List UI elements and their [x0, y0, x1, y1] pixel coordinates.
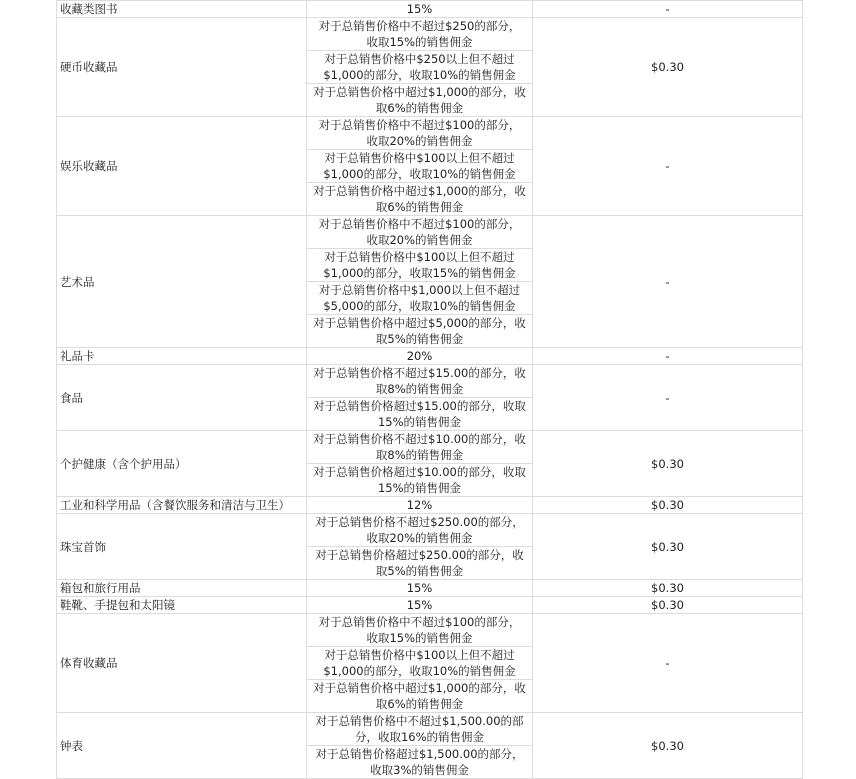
table-row [57, 365, 803, 431]
category-cell: 珠宝首饰 [57, 514, 307, 580]
rate-tier: 对于总销售价格中$250以上但不超过$1,000的部分，收取10%的销售佣金 [307, 51, 532, 84]
rate-tier: 对于总销售价格中$1,000以上但不超过$5,000的部分，收取10%的销售佣金 [307, 282, 532, 315]
table-row [57, 597, 803, 614]
category-cell: 收藏类图书 [57, 1, 307, 18]
category-cell: 礼品卡 [57, 348, 307, 365]
table-row [57, 514, 803, 580]
category-cell: 艺术品 [57, 216, 307, 348]
rate-tier: 对于总销售价格超过$10.00的部分，收取15%的销售佣金 [313, 465, 526, 495]
table-row [57, 1, 803, 18]
table-row [57, 431, 803, 497]
table-row [57, 497, 803, 514]
category-cell: 娱乐收藏品 [57, 117, 307, 216]
rate-tier: 对于总销售价格中超过$1,000的部分，收取6%的销售佣金 [313, 681, 526, 711]
min-fee-cell: - [533, 117, 803, 216]
rate-cell: 15% [307, 1, 533, 18]
category-cell: 个护健康（含个护用品） [57, 431, 307, 497]
rate-tier: 对于总销售价格不超过$250.00的部分，收取20%的销售佣金 [307, 514, 532, 547]
min-fee-cell: $0.30 [533, 580, 803, 597]
rate-tiers-cell [307, 713, 533, 779]
rate-tier: 对于总销售价格中超过$1,000的部分，收取6%的销售佣金 [313, 184, 526, 214]
min-fee-cell: $0.30 [533, 497, 803, 514]
min-fee-cell: $0.30 [533, 597, 803, 614]
rate-tiers-cell [307, 365, 533, 431]
rate-tier: 对于总销售价格超过$15.00的部分，收取15%的销售佣金 [313, 399, 526, 429]
category-cell: 工业和科学用品（含餐饮服务和清洁与卫生） [57, 497, 307, 514]
rate-tier: 对于总销售价格中超过$5,000的部分，收取5%的销售佣金 [313, 316, 526, 346]
min-fee-cell: - [533, 365, 803, 431]
rate-tier: 对于总销售价格超过$1,500.00的部分，收取3%的销售佣金 [315, 747, 524, 777]
rate-tier: 对于总销售价格中不超过$100的部分，收取20%的销售佣金 [307, 117, 532, 150]
rate-tier: 对于总销售价格中不超过$1,500.00的部分，收取16%的销售佣金 [307, 713, 532, 746]
rate-tier: 对于总销售价格中$100以上但不超过$1,000的部分，收取10%的销售佣金 [307, 150, 532, 183]
rate-tier: 对于总销售价格中超过$1,000的部分，收取6%的销售佣金 [313, 85, 526, 115]
table-row [57, 216, 803, 348]
table-row [57, 348, 803, 365]
min-fee-cell: $0.30 [533, 18, 803, 117]
min-fee-cell: $0.30 [533, 713, 803, 779]
rate-tier: 对于总销售价格中不超过$250的部分，收取15%的销售佣金 [307, 18, 532, 51]
rate-cell: 15% [307, 580, 533, 597]
rate-tiers-cell [307, 216, 533, 348]
table-row [57, 117, 803, 216]
table-row [57, 614, 803, 713]
table-row [57, 580, 803, 597]
category-cell: 箱包和旅行用品 [57, 580, 307, 597]
category-cell: 钟表 [57, 713, 307, 779]
min-fee-cell: - [533, 614, 803, 713]
category-cell: 体育收藏品 [57, 614, 307, 713]
rate-tier: 对于总销售价格中不超过$100的部分，收取20%的销售佣金 [307, 216, 532, 249]
category-cell: 鞋靴、手提包和太阳镜 [57, 597, 307, 614]
rate-tier: 对于总销售价格中$100以上但不超过$1,000的部分，收取10%的销售佣金 [307, 647, 532, 680]
table-row [57, 18, 803, 117]
rate-tier: 对于总销售价格不超过$10.00的部分，收取8%的销售佣金 [307, 431, 532, 464]
rate-tier: 对于总销售价格不超过$15.00的部分，收取8%的销售佣金 [307, 365, 532, 398]
min-fee-cell: - [533, 216, 803, 348]
rate-tiers-cell [307, 117, 533, 216]
rate-tiers-cell [307, 18, 533, 117]
rate-tiers-cell [307, 514, 533, 580]
min-fee-cell: $0.30 [533, 431, 803, 497]
rate-tier: 对于总销售价格中$100以上但不超过$1,000的部分，收取15%的销售佣金 [307, 249, 532, 282]
min-fee-cell: - [533, 1, 803, 18]
rate-cell: 12% [307, 497, 533, 514]
rate-tier: 对于总销售价格中不超过$100的部分，收取15%的销售佣金 [307, 614, 532, 647]
rate-tiers-cell [307, 431, 533, 497]
category-cell: 食品 [57, 365, 307, 431]
category-cell: 硬币收藏品 [57, 18, 307, 117]
rate-tier: 对于总销售价格超过$250.00的部分，收取5%的销售佣金 [315, 548, 524, 578]
rate-tiers-cell [307, 614, 533, 713]
referral-fee-table-body [57, 1, 803, 779]
min-fee-cell: - [533, 348, 803, 365]
table-row [57, 713, 803, 779]
min-fee-cell: $0.30 [533, 514, 803, 580]
rate-cell: 20% [307, 348, 533, 365]
referral-fee-table [56, 0, 803, 779]
rate-cell: 15% [307, 597, 533, 614]
